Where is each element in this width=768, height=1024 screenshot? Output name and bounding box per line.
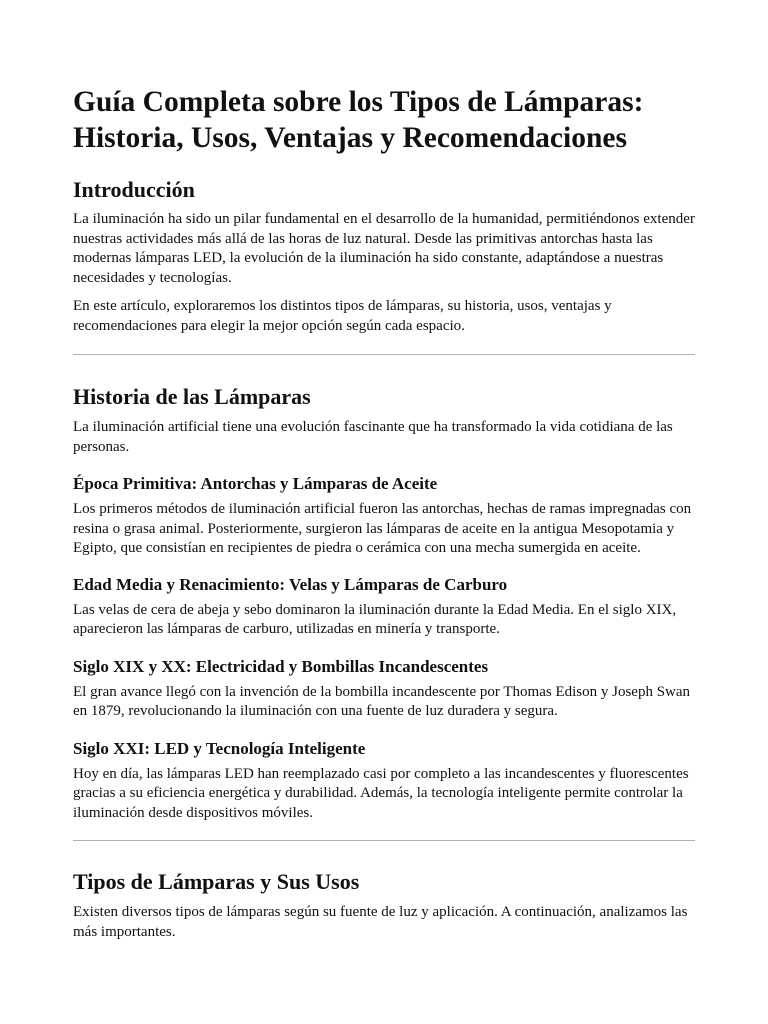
subsection-paragraph-led: Hoy en día, las lámparas LED han reemplazado casi por completo a las incandescentes y fluorescentes gracias a su eficiencia energética y durabilidad. Además, la tecnología inteligente permite controlar la iluminación desde dispositivos móviles. xyxy=(73,765,689,821)
introduction-heading: Introducción xyxy=(73,177,195,202)
section-divider xyxy=(73,354,695,355)
subsection-heading-led: Siglo XXI: LED y Tecnología Inteligente xyxy=(73,738,366,758)
subsection-heading-primitive: Época Primitiva: Antorchas y Lámparas de Aceite xyxy=(73,474,438,493)
introduction-paragraph: La iluminación ha sido un pilar fundamental en el desarrollo de la humanidad, permitiéndonos extender nuestras actividades más allá de las horas de luz natural. Desde las primitivas antorchas hasta las modernas lámparas LED, la evolución de la iluminación ha sido constante, adaptándose a nuestras necesidades y tecnologías. xyxy=(73,211,695,286)
history-heading: Historia de las Lámparas xyxy=(73,384,311,409)
introduction-paragraph: En este artículo, exploraremos los distintos tipos de lámparas, su historia, usos, ventajas y recomendaciones para elegir la mejor opción según cada espacio. xyxy=(73,298,612,334)
subsection-paragraph-electricity: El gran avance llegó con la invención de la bombilla incandescente por Thomas Edison y Joseph Swan en 1879, revolucionando la iluminación con una fuente de luz duradera y segura. xyxy=(73,683,691,719)
history-intro-paragraph: La iluminación artificial tiene una evolución fascinante que ha transformado la vida cotidiana de las personas. xyxy=(73,419,673,455)
subsection-heading-medieval: Edad Media y Renacimiento: Velas y Lámparas de Carburo xyxy=(73,574,508,594)
types-heading: Tipos de Lámparas y Sus Usos xyxy=(73,869,360,894)
subsection-heading-electricity: Siglo XIX y XX: Electricidad y Bombillas Incandescentes xyxy=(73,656,489,676)
subsection-paragraph-primitive: Los primeros métodos de iluminación artificial fueron las antorchas, hechas de ramas impregnadas con resina o grasa animal. Posteriormente, surgieron las lámparas de aceite en la antigua Mesopotamia y Egipto, que consistían en recipientes de piedra o cerámica con una mecha sumergida en aceite. xyxy=(73,501,692,556)
subsection-paragraph-medieval: Las velas de cera de abeja y sebo dominaron la iluminación durante la Edad Media. En el siglo XIX, aparecieron las lámparas de carburo, utilizadas en minería y transporte. xyxy=(73,601,677,637)
types-intro-paragraph: Existen diversos tipos de lámparas según su fuente de luz y aplicación. A continuación, analizamos las más importantes. xyxy=(73,904,688,940)
document-page xyxy=(73,0,695,942)
section-divider xyxy=(73,840,695,841)
document-title: Guía Completa sobre los Tipos de Lámparas: Historia, Usos, Ventajas y Recomendaciones xyxy=(73,86,644,154)
